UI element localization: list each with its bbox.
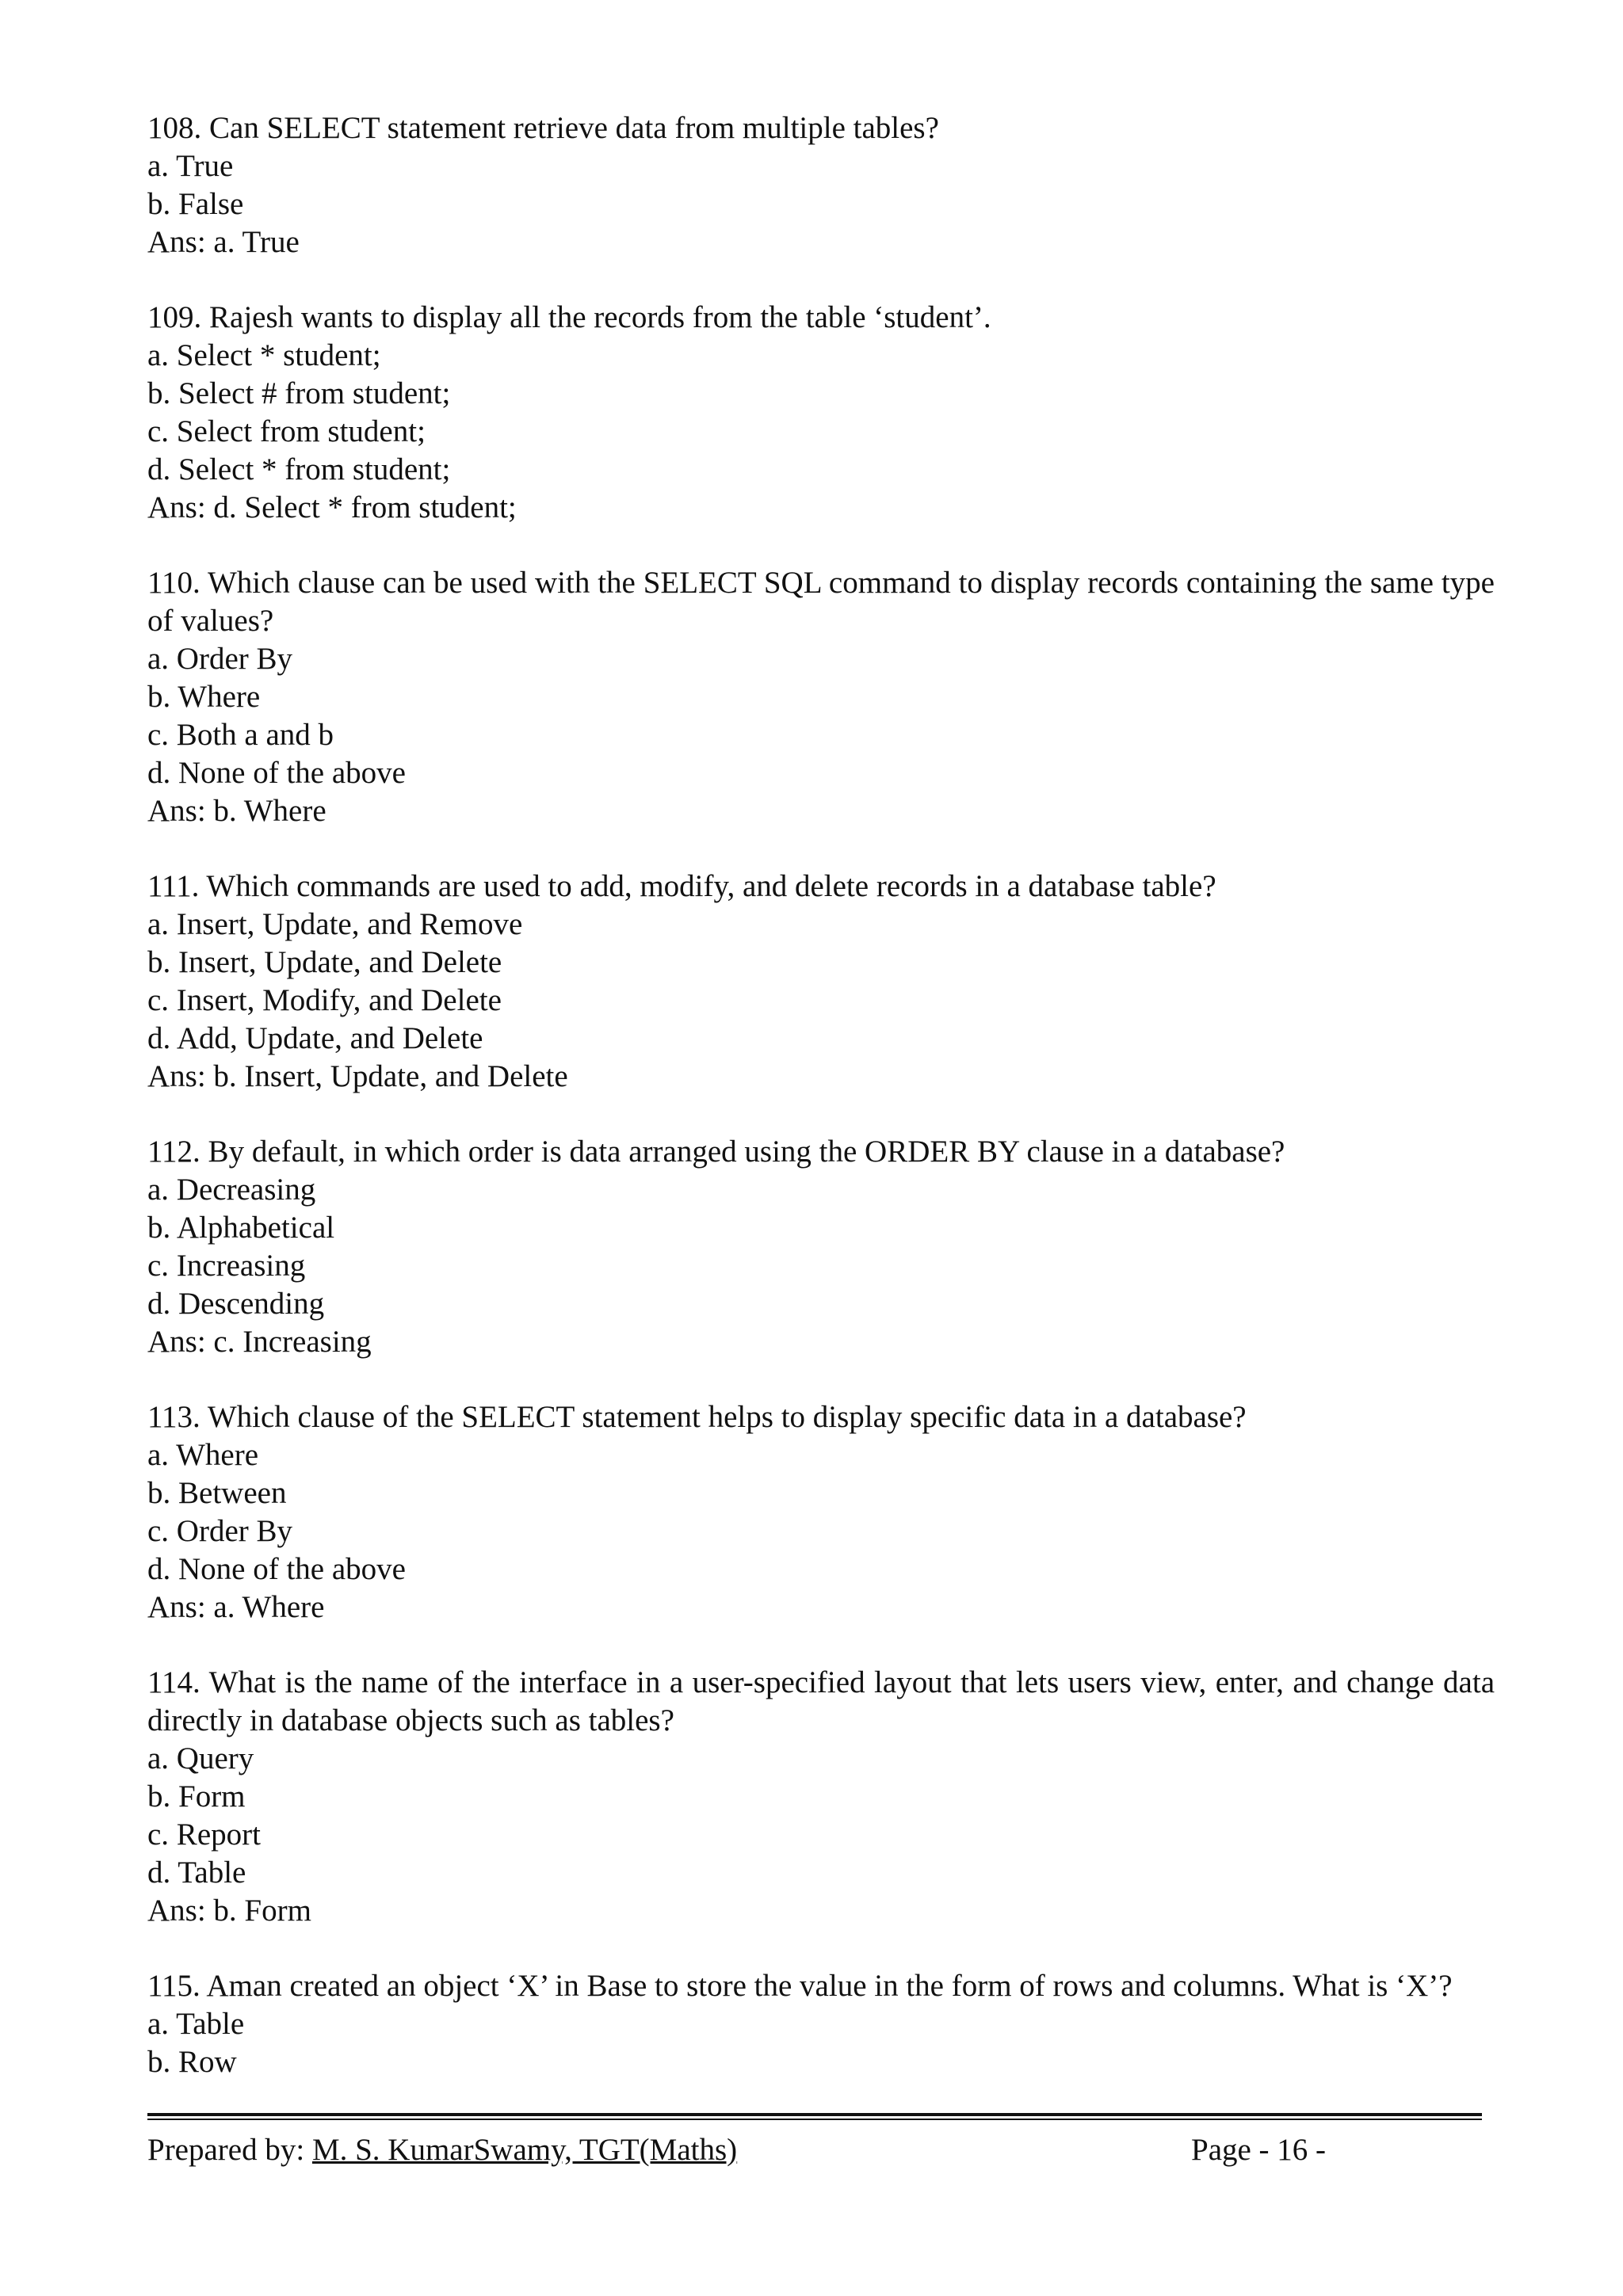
- option-item: d. Select * from student;: [147, 452, 451, 486]
- page-number: Page - 16 -: [1191, 2133, 1327, 2167]
- option-item: b. Alphabetical: [147, 1211, 335, 1245]
- option-item: d. Add, Update, and Delete: [147, 1021, 483, 1055]
- page-footer: [147, 2113, 1482, 2169]
- option-item: c. Insert, Modify, and Delete: [147, 983, 502, 1017]
- answer-line: Ans: c. Increasing: [147, 1325, 372, 1359]
- question-list: [147, 109, 1495, 2119]
- option-item: a. Insert, Update, and Remove: [147, 907, 523, 941]
- answer-line: Ans: d. Select * from student;: [147, 490, 517, 524]
- question-text: 111. Which commands are used to add, modify, and delete records in a database table?: [147, 869, 1216, 903]
- question-block: [147, 109, 1495, 261]
- question-text: 109. Rajesh wants to display all the records from the table ‘student’.: [147, 300, 991, 334]
- footer-double-rule: [147, 2113, 1482, 2120]
- question-block: [147, 564, 1495, 830]
- question-text: 114. What is the name of the interface in a user-specified layout that lets users view, enter, and change data directly in database objects such as tables?: [147, 1665, 1495, 1737]
- question-text: 110. Which clause can be used with the SELECT SQL command to display records containing the same type of values?: [147, 566, 1495, 638]
- option-item: d. None of the above: [147, 756, 406, 790]
- option-item: a. Order By: [147, 642, 293, 676]
- footer-row: [147, 2131, 1482, 2169]
- answer-line: Ans: a. True: [147, 225, 300, 259]
- question-block: [147, 1967, 1495, 2081]
- question-text: 113. Which clause of the SELECT statement helps to display specific data in a database?: [147, 1400, 1247, 1434]
- option-item: a. Table: [147, 2007, 245, 2041]
- option-item: a. True: [147, 149, 234, 183]
- option-item: c. Report: [147, 1817, 261, 1852]
- option-item: d. Descending: [147, 1287, 325, 1321]
- option-item: d. Table: [147, 1855, 246, 1890]
- question-block: [147, 1664, 1495, 1930]
- option-item: a. Where: [147, 1438, 259, 1472]
- question-block: [147, 1133, 1495, 1361]
- option-item: a. Query: [147, 1741, 254, 1775]
- option-item: c. Order By: [147, 1514, 293, 1548]
- option-item: c. Both a and b: [147, 718, 334, 752]
- answer-line: Ans: b. Form: [147, 1894, 311, 1928]
- question-text: 115. Aman created an object ‘X’ in Base to store the value in the form of rows and columns. What is ‘X’?: [147, 1969, 1453, 2003]
- question-block: [147, 868, 1495, 1096]
- option-item: b. Where: [147, 680, 261, 714]
- option-item: b. False: [147, 187, 244, 221]
- question-text: 112. By default, in which order is data arranged using the ORDER BY clause in a database?: [147, 1135, 1285, 1169]
- option-item: a. Select * student;: [147, 338, 381, 372]
- option-item: b. Between: [147, 1476, 287, 1510]
- footer-author-link[interactable]: M. S. KumarSwamy, TGT(Maths): [311, 2133, 738, 2167]
- answer-line: Ans: a. Where: [147, 1590, 325, 1624]
- option-item: c. Increasing: [147, 1249, 306, 1283]
- option-item: b. Row: [147, 2045, 237, 2079]
- option-item: b. Insert, Update, and Delete: [147, 945, 502, 979]
- option-item: b. Form: [147, 1779, 246, 1814]
- question-block: [147, 299, 1495, 527]
- answer-line: Ans: b. Where: [147, 794, 327, 828]
- option-item: c. Select from student;: [147, 414, 426, 448]
- option-item: b. Select # from student;: [147, 376, 451, 410]
- answer-line: Ans: b. Insert, Update, and Delete: [147, 1059, 568, 1093]
- question-text: 108. Can SELECT statement retrieve data from multiple tables?: [147, 111, 939, 145]
- option-item: a. Decreasing: [147, 1173, 316, 1207]
- question-block: [147, 1398, 1495, 1627]
- option-item: d. None of the above: [147, 1552, 406, 1586]
- footer-prefix: Prepared by:: [147, 2133, 312, 2167]
